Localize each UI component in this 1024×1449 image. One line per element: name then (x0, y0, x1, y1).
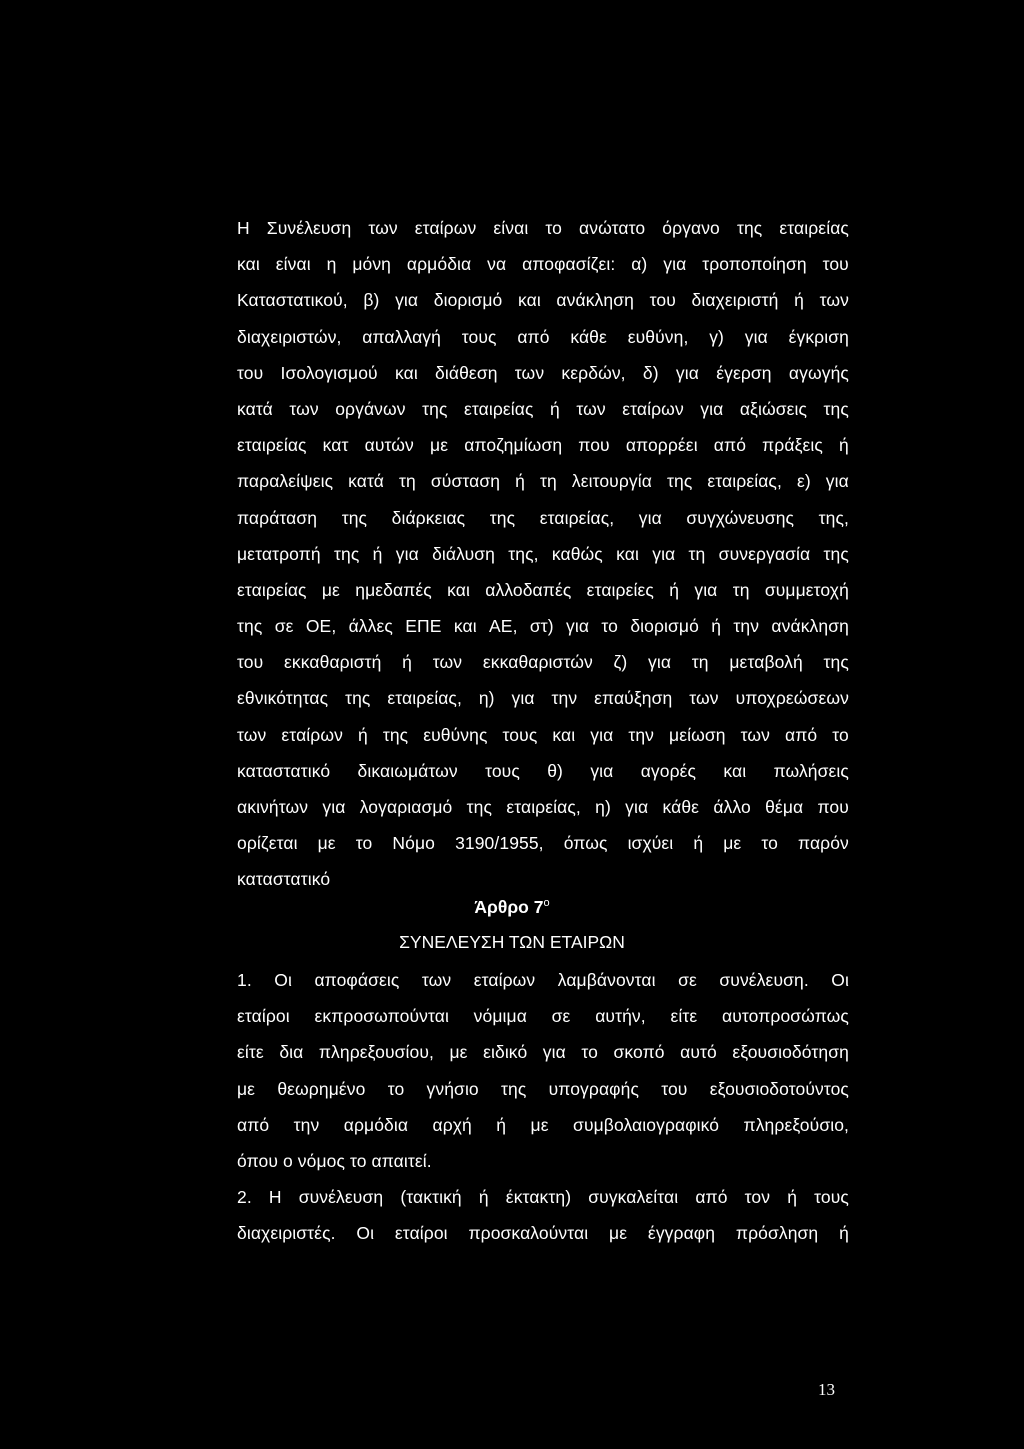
article-title-superscript: ο (543, 897, 550, 910)
text-line: καταστατικό δικαιωμάτων τους θ) για αγορές και πωλήσεις (237, 760, 849, 781)
text-line: παραλείψεις κατά τη σύσταση ή τη λειτουργία της εταιρείας, ε) για (237, 471, 849, 492)
text-line: καταστατικό (237, 869, 331, 890)
text-line: διαχειριστών, απαλλαγή τους από κάθε ευθύνη, γ) για έγκριση (237, 326, 849, 347)
text-line: με θεωρημένο το γνήσιο της υπογραφής του εξουσιοδοτούντος (237, 1078, 849, 1099)
article-title (0, 897, 1024, 918)
text-line: του Ισολογισμού και διάθεση των κερδών, δ) για έγερση αγωγής (237, 362, 849, 383)
text-line: εθνικότητας της εταιρείας, η) για την επαύξηση των υποχρεώσεων (237, 688, 849, 709)
text-line: εταιρείας με ημεδαπές και αλλοδαπές εταιρείες ή για τη συμμετοχή (237, 579, 849, 600)
text-line: ορίζεται με το Νόμο 3190/1955, όπως ισχύει ή με το παρόν (237, 833, 849, 854)
text-line: Η Συνέλευση των εταίρων είναι το ανώτατο όργανο της εταιρείας (237, 218, 849, 238)
text-line: εταίροι εκπροσωπούνται νόμιμα σε αυτήν, είτε αυτοπροσώπως (237, 1006, 849, 1027)
paragraph-2 (237, 962, 849, 1252)
text-line: 1. Οι αποφάσεις των εταίρων λαμβάνονται σε συνέλευση. Οι (237, 970, 849, 990)
page-number: 13 (818, 1380, 835, 1399)
text-line: είτε δια πληρεξουσίου, με ειδικό για το σκοπό αυτό εξουσιοδότηση (237, 1042, 849, 1063)
text-line: της σε ΟΕ, άλλες ΕΠΕ και ΑΕ, στ) για το διορισμό ή την ανάκληση (237, 616, 849, 637)
text-line: εταιρείας κατ αυτών με αποζημίωση που απορρέει από πράξεις ή (237, 435, 849, 456)
text-line: μετατροπή της ή για διάλυση της, καθώς και για τη συνεργασία της (237, 543, 849, 564)
article-title-text: Άρθρο 7 (474, 897, 544, 917)
text-line: και είναι η μόνη αρμόδια να αποφασίζει: α) για τροποποίηση του (237, 254, 849, 275)
text-line: παράταση της διάρκειας της εταιρείας, για συγχώνευσης της, (237, 507, 849, 528)
text-line: του εκκαθαριστή ή των εκκαθαριστών ζ) για τη μεταβολή της (237, 652, 849, 673)
text-line: από την αρμόδια αρχή ή με συμβολαιογραφικό πληρεξούσιο, (237, 1114, 849, 1135)
text-line: ακινήτων για λογαριασμό της εταιρείας, η) για κάθε άλλο θέμα που (237, 797, 849, 817)
text-line: όπου ο νόμος το απαιτεί. (237, 1150, 432, 1171)
article-subtitle: ΣΥΝΕΛΕΥΣΗ ΤΩΝ ΕΤΑΙΡΩΝ (399, 932, 625, 952)
text-line: κατά των οργάνων της εταιρείας ή των εταίρων για αξιώσεις της (237, 398, 849, 419)
text-line: των εταίρων ή της ευθύνης τους και για την μείωση των από το (237, 724, 849, 745)
text-line: 2. Η συνέλευση (τακτική ή έκτακτη) συγκαλείται από τον ή τους (237, 1187, 849, 1208)
paragraph-1 (237, 210, 849, 898)
text-line: διαχειριστές. Οι εταίροι προσκαλούνται με έγγραφη πρόσληση ή (237, 1223, 849, 1244)
text-line: Καταστατικού, β) για διορισμό και ανάκληση του διαχειριστή ή των (237, 290, 849, 311)
